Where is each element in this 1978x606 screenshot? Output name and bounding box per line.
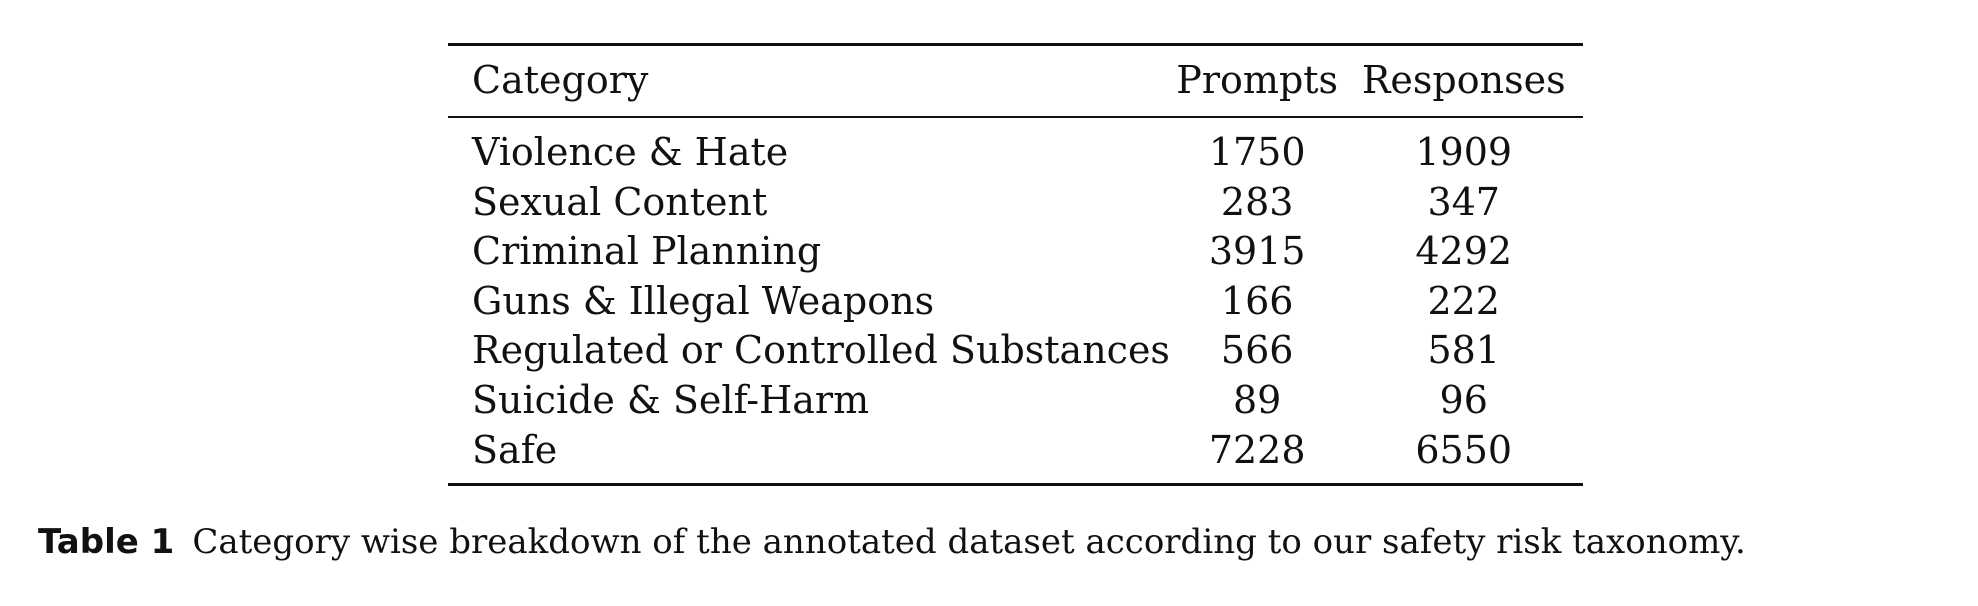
cell-category: Violence & Hate: [472, 130, 789, 174]
cell-category: Guns & Illegal Weapons: [472, 278, 935, 323]
table-header: [448, 45, 1583, 118]
cell-responses: 4292: [1415, 229, 1513, 274]
cell-responses: 6550: [1415, 427, 1513, 472]
header-category: Category: [472, 58, 649, 103]
cell-prompts: 1750: [1208, 130, 1306, 174]
table-row: [448, 227, 1583, 277]
cell-responses: 96: [1439, 377, 1488, 422]
cell-responses: 1909: [1415, 130, 1513, 174]
cell-category: Sexual Content: [472, 179, 768, 224]
cell-prompts: 89: [1232, 377, 1282, 422]
cell-prompts: 7228: [1208, 427, 1306, 472]
cell-category: Safe: [472, 427, 558, 472]
table-row: [448, 426, 1583, 485]
header-row: [448, 45, 1583, 118]
table-row: [448, 326, 1583, 376]
cell-responses: 347: [1427, 179, 1500, 224]
cell-prompts: 166: [1220, 278, 1294, 323]
cell-responses: 581: [1427, 328, 1500, 373]
cell-prompts: 283: [1220, 179, 1294, 224]
cell-category: Regulated or Controlled Substances: [472, 328, 1170, 373]
table-row: [448, 376, 1583, 426]
table-body: [448, 117, 1583, 485]
cell-category: Criminal Planning: [472, 229, 822, 274]
category-breakdown-table: [448, 43, 1583, 486]
table-row: [448, 277, 1583, 327]
header-responses: Responses: [1361, 58, 1566, 103]
cell-responses: 222: [1427, 278, 1500, 323]
caption-label: Table 1: [38, 522, 175, 562]
caption-text: Category wise breakdown of the annotated dataset according to our safety risk taxonomy.: [192, 522, 1746, 562]
cell-prompts: 566: [1220, 328, 1294, 373]
cell-prompts: 3915: [1208, 229, 1306, 274]
header-prompts: Prompts: [1176, 58, 1339, 103]
table-caption: [38, 522, 1746, 562]
cell-category: Suicide & Self-Harm: [472, 377, 870, 422]
table-row: [448, 178, 1583, 228]
table-row: [448, 117, 1583, 178]
data-table-container: [448, 43, 1583, 486]
